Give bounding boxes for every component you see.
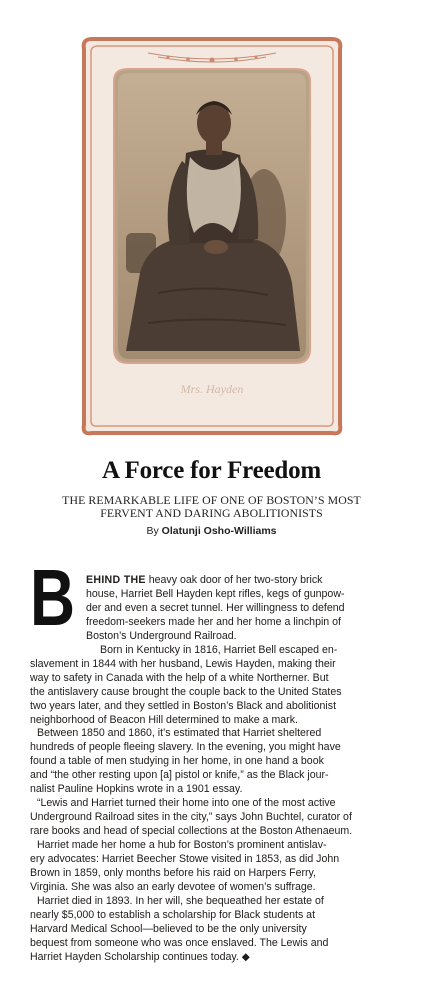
portrait-illustration: [78, 33, 346, 439]
drop-cap: B: [30, 553, 76, 642]
text-line: Harriet died in 1893. In her will, she bequeathed her estate of: [37, 894, 324, 907]
mat-handwriting: Mrs. Hayden: [180, 382, 244, 396]
article-body: [30, 574, 402, 965]
text-line: Between 1850 and 1860, it’s estimated that Harriet sheltered: [37, 727, 322, 740]
text-line: Virginia. She was also an early devotee of women’s suffrage.: [30, 880, 316, 893]
text-line: nearly $5,000 to establish a scholarship for Black students at: [30, 908, 316, 921]
text-line: found a table of men studying in her home, in one hand a book: [30, 755, 324, 768]
text-line: rare books and head of special collections at the Boston Athenaeum.: [30, 825, 353, 838]
article-deck: [30, 494, 393, 520]
figure-skirt: [126, 238, 300, 351]
text-line: “Lewis and Harriet turned their home into one of the most active: [37, 797, 336, 810]
byline-author: Olatunji Osho-Williams: [161, 525, 277, 537]
text-line: Brown in 1859, only months before his raid on Harpers Ferry,: [30, 867, 316, 880]
framed-portrait-photo: [78, 33, 346, 439]
text-line: two years later, and they settled in Boston’s Black and abolitionist: [30, 699, 337, 712]
byline: [0, 525, 423, 537]
text-line: Harvard Medical School—believed to be the only university: [30, 922, 307, 935]
article-headline: A Force for Freedom: [101, 457, 322, 484]
text-line: the antislavery cause brought the couple back to the United States: [30, 685, 342, 698]
text-line: der and even a secret tunnel. Her willingness to defend: [86, 601, 345, 614]
byline-prefix: By: [146, 525, 159, 537]
text-line: neighborhood of Beacon Hill determined to make a mark.: [30, 713, 298, 726]
text-line: slavement in 1844 with her husband, Lewis Hayden, making their: [30, 657, 336, 670]
text-line: and “the other resting upon [a] pistol or knife,” as the Black jour-: [30, 769, 329, 782]
lead-in: EHIND THE: [86, 574, 146, 586]
text-run: heavy oak door of her two-story brick: [145, 574, 323, 586]
text-line: Born in Kentucky in 1816, Harriet Bell escaped en-: [100, 643, 338, 656]
text-line: Harriet Hayden Scholarship continues today. ◆: [30, 950, 250, 963]
text-line: hundreds of people fleeing slavery. In the evening, you might have: [30, 741, 341, 754]
text-line: ery advocates: Harriet Beecher Stowe visited in 1853, as did John: [30, 853, 340, 866]
text-line: bequest from someone who was once enslaved. The Lewis and: [30, 936, 329, 949]
text-line: Harriet made her home a hub for Boston’s prominent antislav-: [37, 839, 327, 852]
text-line: Underground Railroad sites in the city,” says John Buchtel, curator of: [30, 811, 352, 824]
deck-line: FERVENT AND DARING ABOLITIONISTS: [100, 506, 323, 520]
text-line: [30, 574, 402, 588]
text-line: Boston’s Underground Railroad.: [86, 629, 237, 642]
deck-line: THE REMARKABLE LIFE OF ONE OF BOSTON’S MOST: [62, 493, 361, 507]
text-line: nalist Pauline Hopkins wrote in a 1901 essay.: [30, 783, 243, 796]
text-line: way to safety in Canada with the help of a white Northerner. But: [30, 671, 329, 684]
text-line: freedom-seekers made her and her home a linchpin of: [86, 615, 341, 628]
text-line: house, Harriet Bell Hayden kept rifles, kegs of gunpow-: [86, 587, 345, 600]
